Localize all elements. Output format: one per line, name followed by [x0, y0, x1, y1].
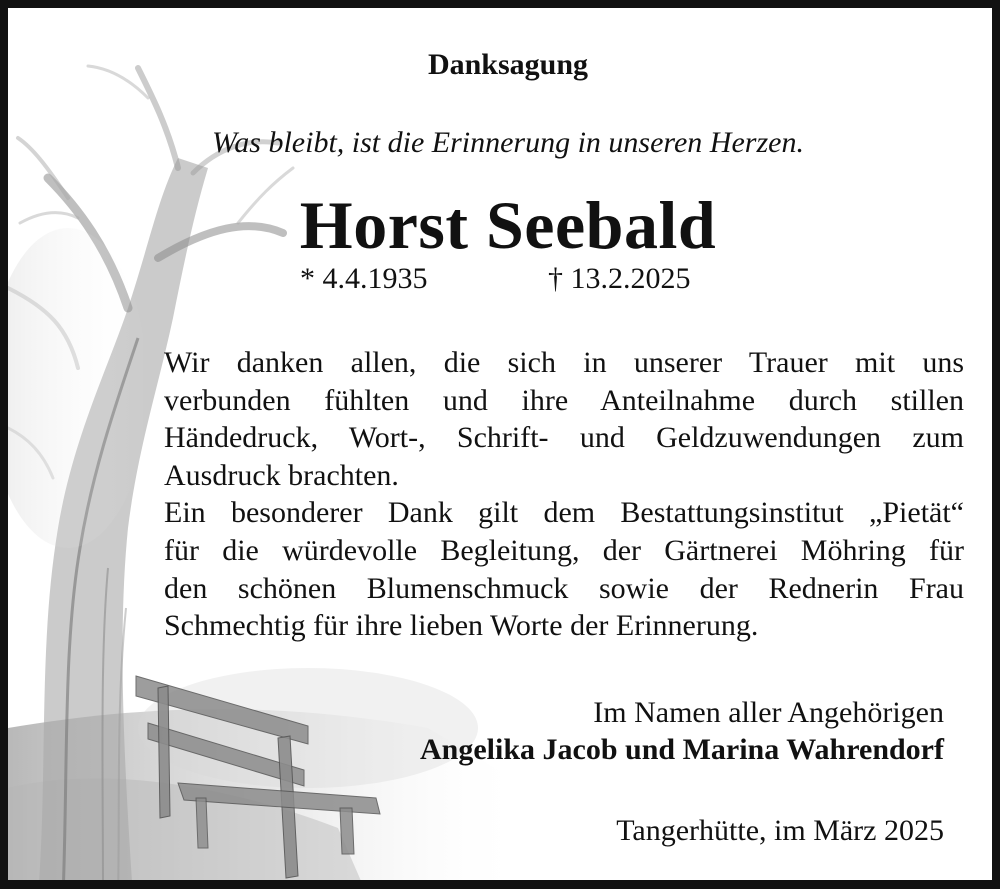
body-line: verbunden fühlten und ihre Anteilnahme durch stillen — [164, 383, 964, 417]
body-line: Wir danken allen, die sich in unserer Trauer mit uns — [164, 346, 964, 379]
body-line: für die würdevolle Begleitung, der Gärtnerei Möhring für — [164, 533, 964, 567]
body-line: Ein besonderer Dank gilt dem Bestattungsinstitut „Pietät“ — [164, 496, 964, 530]
place-and-date: Tangerhütte, im März 2025 — [616, 814, 944, 847]
deceased-name: Horst Seebald — [299, 187, 717, 263]
birth-date: * 4.4.1935 — [300, 262, 428, 295]
signers: Angelika Jacob und Marina Wahrendorf — [420, 733, 944, 766]
death-date: † 13.2.2025 — [548, 262, 691, 295]
body-line: Schmechtig für ihre lieben Worte der Erinnerung. — [164, 609, 759, 643]
heading-danksagung: Danksagung — [427, 48, 589, 81]
body-line: den schönen Blumenschmuck sowie der Rednerin Frau — [164, 571, 964, 605]
motto: Was bleibt, ist die Erinnerung in unseren Herzen. — [212, 126, 804, 159]
on-behalf-line: Im Namen aller Angehörigen — [593, 696, 944, 729]
thank-you-text — [164, 344, 964, 645]
body-line: Ausdruck brachten. — [164, 458, 399, 492]
body-line: Händedruck, Wort-, Schrift- und Geldzuwendungen zum — [164, 421, 964, 455]
